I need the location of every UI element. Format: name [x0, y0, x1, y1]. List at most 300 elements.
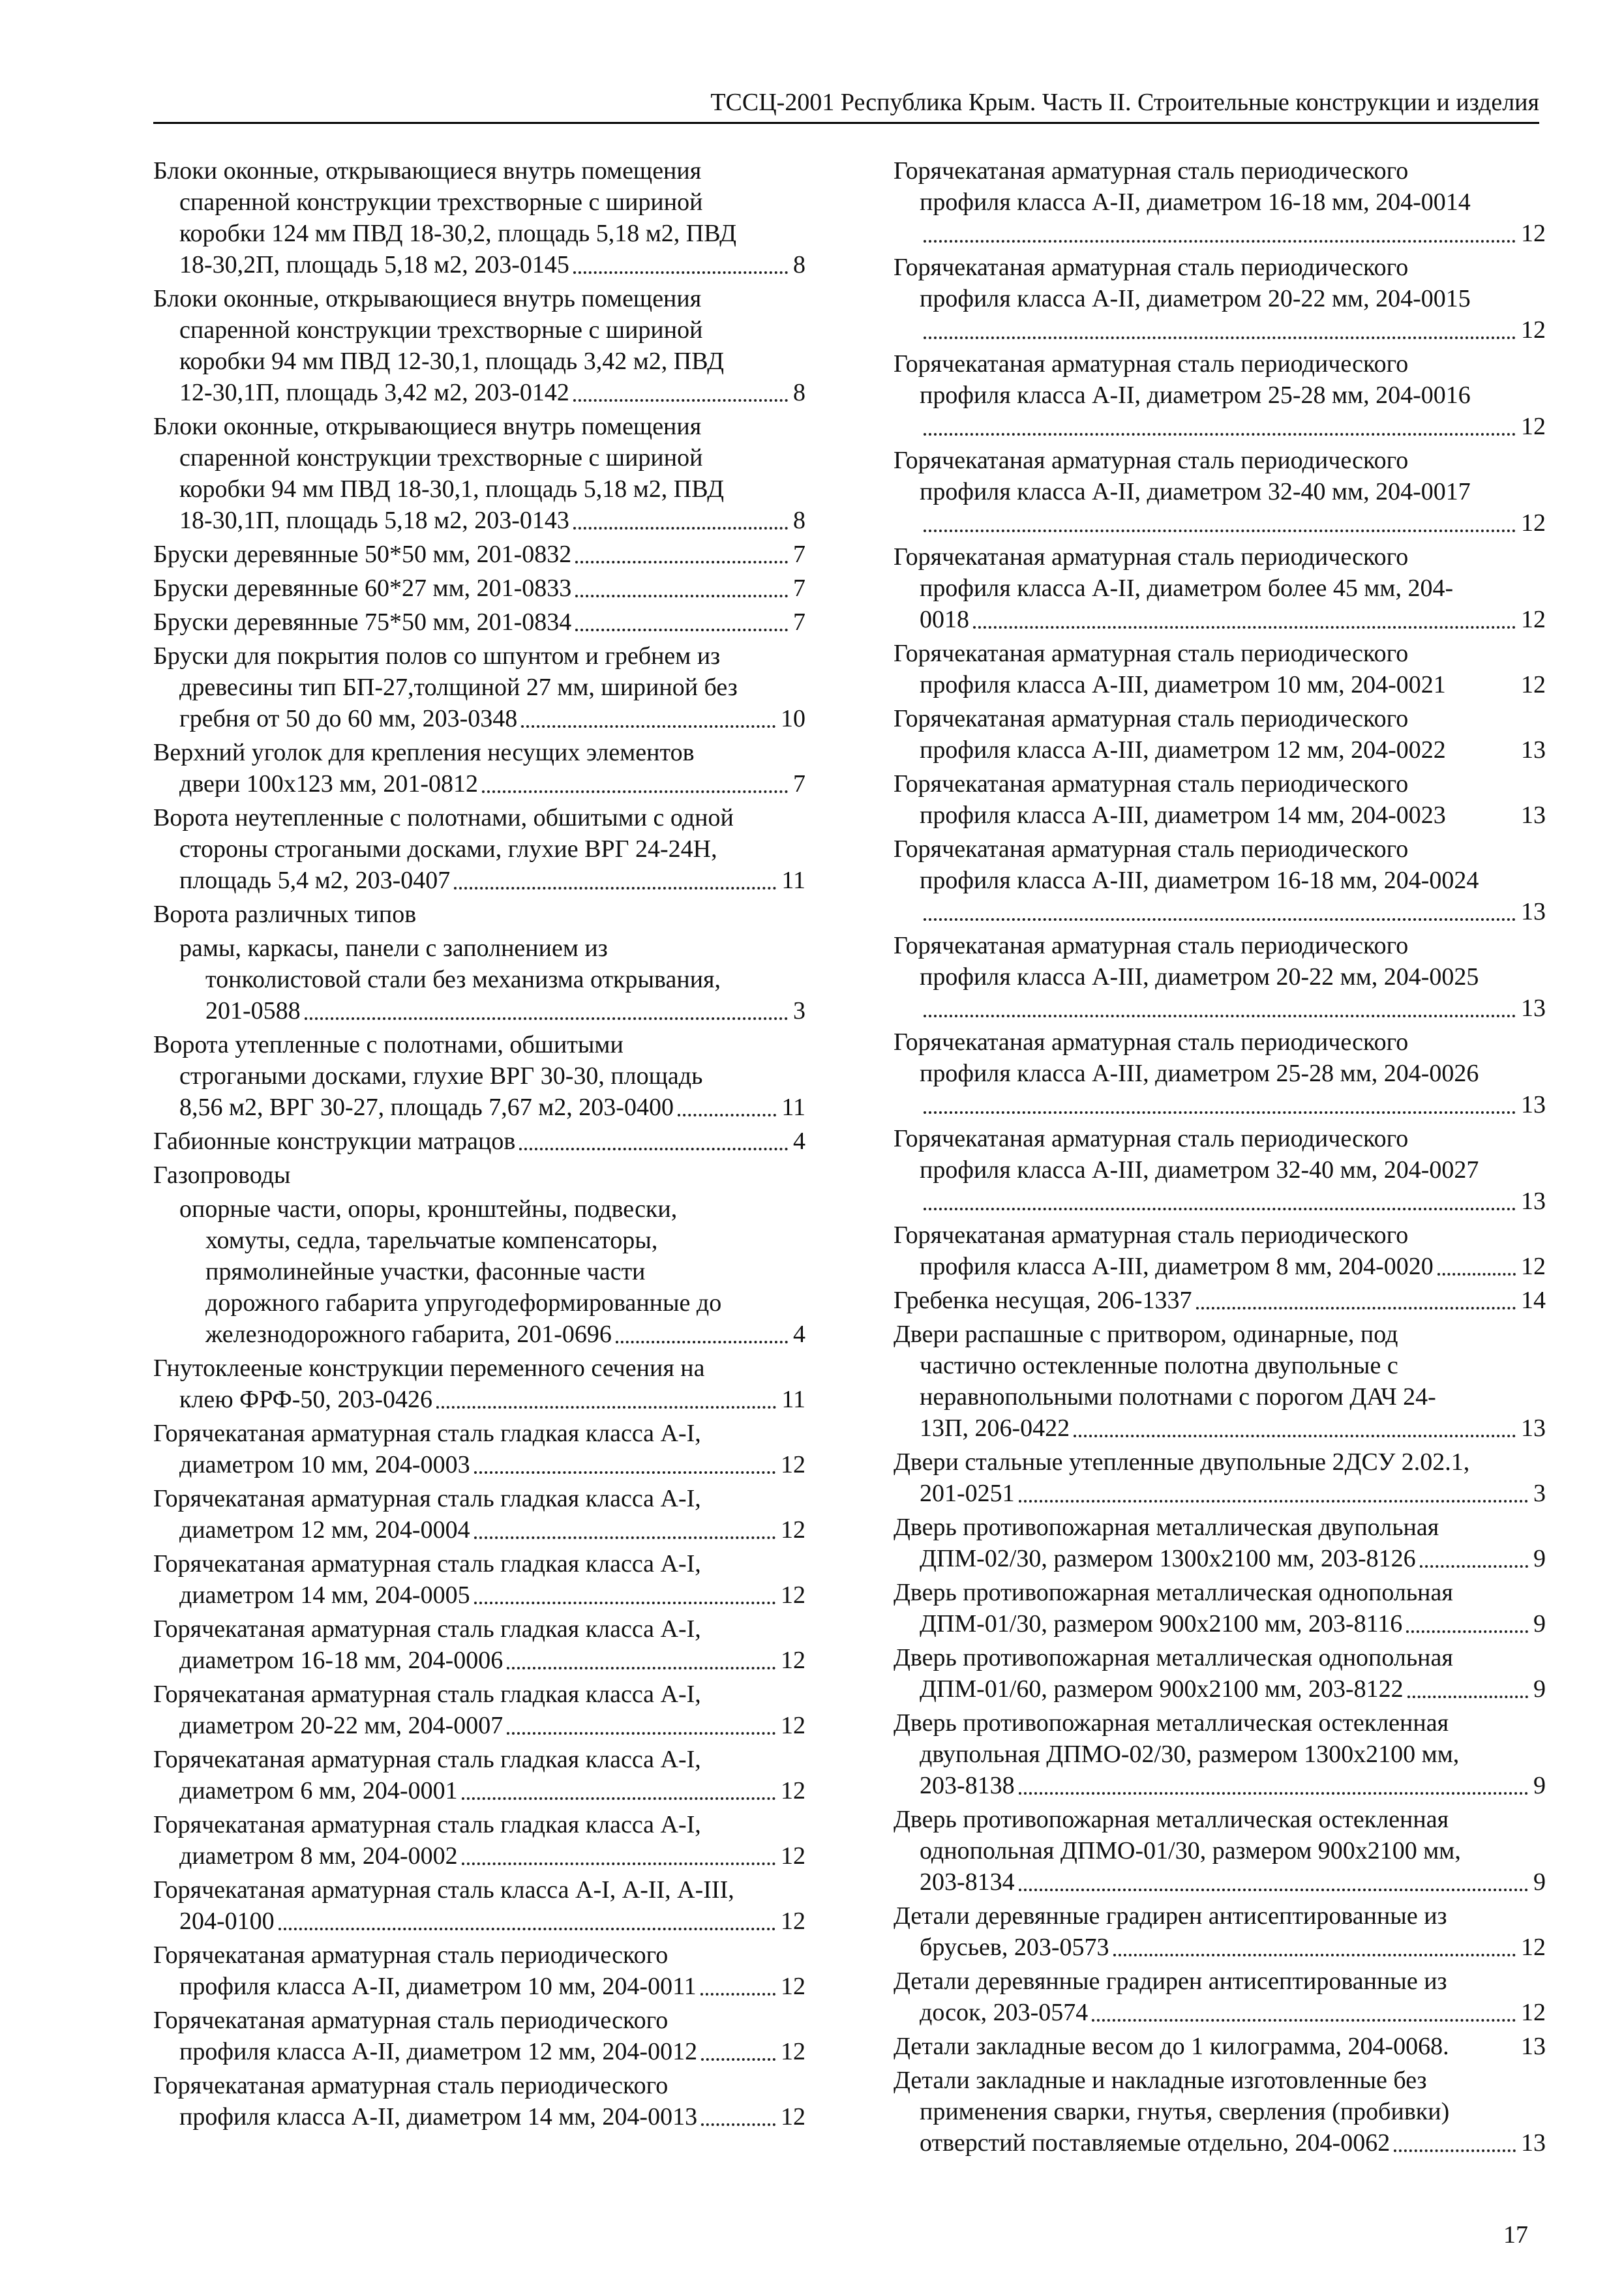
index-entry-line	[153, 2005, 805, 2036]
index-entry-text: 203-8138	[920, 1772, 1015, 1799]
index-entry-line	[153, 249, 805, 280]
index-entry-line	[153, 1060, 805, 1092]
index-page-number: 12	[781, 2038, 805, 2065]
dot-leader	[678, 1114, 776, 1116]
index-entry-text: Блоки оконные, открывающиеся внутрь помещения	[153, 157, 702, 185]
index-entry	[894, 1707, 1546, 1801]
index-entry-text: 18-30,2П, площадь 5,18 м2, 203-0145	[179, 251, 569, 278]
index-entry-text: Горячекатаная арматурная сталь гладкая класса А-I,	[153, 1746, 701, 1773]
index-entry-line	[894, 2096, 1546, 2127]
index-entry-text: Детали закладные и накладные изготовленные без	[894, 2067, 1427, 2094]
index-page-number: 9	[1533, 1545, 1546, 1572]
dot-leader	[1019, 1889, 1528, 1891]
index-entry-text: Горячекатаная арматурная сталь периодического	[894, 1125, 1409, 1152]
index-page-number: 8	[793, 251, 805, 278]
index-entry-text: дорожного габарита упругодеформированные до	[205, 1289, 722, 1317]
index-entry	[153, 1193, 805, 1350]
index-entry-line	[894, 507, 1546, 539]
index-entry-text: Горячекатаная арматурная сталь гладкая класса А-I,	[153, 1420, 701, 1447]
index-page-number: 12	[1521, 316, 1546, 344]
index-entry	[894, 252, 1546, 346]
index-entry-text: Газопроводы	[153, 1161, 291, 1189]
index-entry-text: тонколистовой стали без механизма открывания,	[205, 966, 721, 993]
index-entry	[894, 1219, 1546, 1282]
index-entry-text: Дверь противопожарная металлическая однопольная	[894, 1644, 1453, 1671]
dot-leader	[924, 1208, 1516, 1210]
index-page-number: 12	[1521, 1999, 1546, 2026]
index-entry-line	[153, 1514, 805, 1546]
index-entry-text: Ворота различных типов	[153, 901, 417, 928]
index-entry	[153, 539, 805, 570]
index-entry-text: Горячекатаная арматурная сталь гладкая класса А-I,	[153, 1811, 701, 1838]
dot-leader	[924, 918, 1516, 921]
index-entry-line	[153, 442, 805, 473]
index-page-number: 12	[1521, 671, 1546, 698]
index-entry-text: Горячекатаная арматурная сталь периодического	[894, 157, 1409, 185]
index-entry-text: Ворота неутепленные с полотнами, обшитыми с одной	[153, 804, 734, 831]
index-entry-line	[894, 283, 1546, 314]
index-page-number: 11	[781, 867, 805, 894]
dot-leader	[521, 725, 775, 728]
index-entry-text: профиля класса А-III, диаметром 8 мм, 204-0020	[920, 1253, 1434, 1280]
index-entry-line	[153, 703, 805, 734]
index-entry-text: Горячекатаная арматурная сталь периодического	[153, 2007, 669, 2034]
dot-leader	[436, 1406, 776, 1409]
index-entry-text: частично остекленные полотна двупольные с	[920, 1352, 1398, 1379]
index-entry-line	[894, 604, 1546, 635]
index-entry-line	[894, 800, 1546, 831]
index-entry-line	[153, 640, 805, 672]
index-entry-line	[153, 473, 805, 505]
index-entry-text: Горячекатаная арматурная сталь периодического	[894, 543, 1409, 571]
index-entry-line	[153, 802, 805, 833]
index-page-number: 12	[781, 1451, 805, 1478]
index-entry-text: Горячекатаная арматурная сталь периодического	[894, 254, 1409, 281]
index-entry-text: Бруски деревянные 75*50 мм, 201-0834	[153, 608, 572, 636]
index-entry-text: Блоки оконные, открывающиеся внутрь помещения	[153, 285, 702, 312]
index-entry-line	[894, 833, 1546, 865]
dot-leader	[462, 1797, 775, 1800]
index-entry-text: профиля класса А-III, диаметром 20-22 мм, 204-0025	[920, 963, 1479, 991]
index-page-number: 12	[781, 1842, 805, 1870]
index-entry	[153, 2005, 805, 2067]
index-entry-line	[894, 768, 1546, 800]
index-page-number: 12	[1521, 220, 1546, 247]
index-page-number: 12	[1521, 1253, 1546, 1280]
index-page-number: 12	[781, 1647, 805, 1674]
index-entry-text: Двери стальные утепленные двупольные 2ДСУ 2.02.1,	[894, 1448, 1470, 1476]
index-entry-text: Горячекатаная арматурная сталь гладкая класса А-I,	[153, 1485, 701, 1512]
index-entry-line	[153, 1193, 805, 1225]
index-entry-text: диаметром 6 мм, 204-0001	[179, 1777, 458, 1804]
dot-leader	[924, 530, 1516, 532]
index-entry	[894, 2031, 1546, 2062]
index-entry-text: диаметром 10 мм, 204-0003	[179, 1451, 470, 1478]
index-entry-line	[894, 1543, 1546, 1574]
index-entry-text: однопольная ДПМО-01/30, размером 900х2100 мм,	[920, 1837, 1461, 1864]
index-column-right	[894, 155, 1546, 2161]
index-entry-line	[894, 476, 1546, 507]
index-entry-text: Горячекатаная арматурная сталь класса А-I, А-II, А-III,	[153, 1876, 734, 1904]
index-entry-text: древесины тип БП-27,толщиной 27 мм, шириной без	[179, 674, 738, 701]
index-entry-text: площадь 5,4 м2, 203-0407	[179, 867, 451, 894]
index-entry-text: Детали закладные весом до 1 килограмма, 204-0068.	[894, 2033, 1449, 2060]
index-entry-line	[894, 1512, 1546, 1543]
index-entry	[894, 445, 1546, 539]
index-entry-line	[894, 348, 1546, 380]
dot-leader	[519, 1148, 788, 1150]
index-entry-line	[153, 218, 805, 249]
index-entry-line	[153, 1287, 805, 1319]
index-entry-line	[153, 283, 805, 314]
index-entry-text: опорные части, опоры, кронштейны, подвески,	[179, 1195, 678, 1223]
dot-leader	[700, 1993, 775, 1996]
dot-leader	[973, 626, 1516, 629]
index-page-number: 12	[1521, 606, 1546, 633]
index-entry-line	[894, 1058, 1546, 1089]
index-entry-line	[153, 2070, 805, 2101]
index-entry-text: профиля класса А-II, диаметром 14 мм, 204-0013	[179, 2103, 698, 2131]
dot-leader	[575, 561, 788, 563]
index-page-number: 12	[781, 1581, 805, 1609]
index-page-number: 12	[1521, 1934, 1546, 1961]
index-entry-line	[894, 314, 1546, 346]
index-entry-text: профиля класса А-II, диаметром 20-22 мм, 204-0015	[920, 285, 1471, 312]
index-entry-line	[153, 1679, 805, 1710]
index-entry	[894, 1319, 1546, 1444]
index-entry	[153, 1483, 805, 1546]
index-entry	[153, 1613, 805, 1676]
dot-leader	[278, 1928, 775, 1930]
index-entry	[153, 283, 805, 408]
index-entry-line	[894, 930, 1546, 961]
dot-leader	[1196, 1307, 1516, 1309]
index-entry-line	[894, 1478, 1546, 1509]
index-entry	[153, 1159, 805, 1191]
index-entry	[894, 833, 1546, 927]
index-entry-text: неравнопольными полотнами с порогом ДАЧ 24-	[920, 1383, 1436, 1411]
index-entry-line	[894, 961, 1546, 993]
index-entry-text: профиля класса А-III, диаметром 12 мм, 204-0022	[920, 736, 1446, 764]
index-entry-line	[153, 1971, 805, 2002]
index-page-number: 13	[1521, 801, 1546, 829]
index-entry-text: отверстий поставляемые отдельно, 204-0062	[920, 2129, 1391, 2157]
index-page-number: 13	[1521, 1414, 1546, 1442]
index-entry	[153, 1548, 805, 1611]
index-entry-line	[894, 541, 1546, 573]
dot-leader	[1437, 1273, 1516, 1276]
index-entry-text: Горячекатаная арматурная сталь периодического	[894, 640, 1409, 667]
index-page-number: 13	[1521, 2129, 1546, 2157]
index-entry-line	[153, 1449, 805, 1480]
index-entry-text: ДПМ-02/30, размером 1300х2100 мм, 203-8126	[920, 1545, 1416, 1572]
dot-leader	[924, 240, 1516, 243]
index-entry-line	[894, 218, 1546, 249]
index-page-number: 8	[793, 379, 805, 406]
dot-leader	[1406, 1630, 1528, 1633]
dot-leader	[482, 790, 788, 793]
index-entry-line	[894, 2031, 1546, 2062]
dot-leader	[924, 433, 1516, 436]
index-entry-line	[894, 2065, 1546, 2096]
index-entry-line	[153, 768, 805, 800]
index-entry-text: рамы, каркасы, панели с заполнением из	[179, 935, 608, 962]
index-page-number: 7	[793, 575, 805, 602]
index-entry-text: Горячекатаная арматурная сталь гладкая класса А-I,	[153, 1681, 701, 1708]
index-page-number: 14	[1521, 1287, 1546, 1314]
index-entry-text: профиля класса А-II, диаметром более 45 мм, 204-	[920, 575, 1454, 602]
index-entry	[894, 1123, 1546, 1217]
index-entry-text: Горячекатаная арматурная сталь периодического	[894, 1028, 1409, 1056]
index-entry-text: профиля класса А-III, диаметром 10 мм, 204-0021	[920, 671, 1446, 698]
dot-leader	[701, 2123, 775, 2126]
index-entry-line	[153, 606, 805, 638]
index-entry-line	[153, 964, 805, 995]
index-entry-text: Двери распашные с притвором, одинарные, под	[894, 1321, 1398, 1348]
index-entry	[894, 155, 1546, 249]
index-entry	[894, 638, 1546, 700]
index-page-number: 7	[793, 608, 805, 636]
index-page-number: 4	[793, 1321, 805, 1348]
running-header	[153, 85, 1539, 124]
index-entry-text: Горячекатаная арматурная сталь периодического	[153, 1941, 669, 1969]
index-entry-text: диаметром 12 мм, 204-0004	[179, 1516, 470, 1544]
index-entry	[894, 930, 1546, 1024]
index-entry-line	[894, 993, 1546, 1024]
index-entry-text: ДПМ-01/30, размером 900х2100 мм, 203-8116	[920, 1610, 1403, 1638]
index-entry-line	[153, 1225, 805, 1256]
index-page-number: 11	[781, 1094, 805, 1121]
index-entry-line	[153, 1579, 805, 1611]
index-entry-text: Детали деревянные градирен антисептированные из	[894, 1902, 1447, 1930]
index-entry-text: 8,56 м2, ВРГ 30-27, площадь 7,67 м2, 203-0400	[179, 1094, 674, 1121]
index-page-number: 3	[793, 997, 805, 1025]
dot-leader	[701, 2058, 775, 2061]
index-entry-line	[894, 1251, 1546, 1282]
dot-leader	[1420, 1565, 1528, 1568]
index-entry	[894, 1804, 1546, 1898]
index-entry-line	[894, 1154, 1546, 1186]
index-entry-line	[894, 1932, 1546, 1963]
dot-leader	[1113, 1954, 1516, 1956]
index-entry	[153, 155, 805, 280]
index-entry-line	[894, 1285, 1546, 1316]
index-entry-line	[894, 1642, 1546, 1673]
index-entry-line	[153, 1029, 805, 1060]
index-entry-line	[153, 539, 805, 570]
index-entry-line	[894, 638, 1546, 669]
dot-leader	[616, 1341, 788, 1343]
dot-leader	[573, 527, 788, 530]
index-entry	[153, 1126, 805, 1157]
index-entry-text: 13П, 206-0422	[920, 1414, 1070, 1442]
index-entry-text: Дверь противопожарная металлическая двупольная	[894, 1514, 1439, 1541]
index-entry-text: коробки 94 мм ПВД 12-30,1, площадь 3,42 м2, ПВД	[179, 348, 725, 375]
index-entry-text: Габионные конструкции матрацов	[153, 1128, 516, 1155]
index-entry	[153, 1353, 805, 1415]
index-entry-line	[153, 505, 805, 536]
index-entry-text: хомуты, седла, тарельчатые компенсаторы,	[205, 1227, 658, 1254]
index-entry	[894, 703, 1546, 766]
index-entry-line	[894, 1900, 1546, 1932]
index-entry-line	[894, 1446, 1546, 1478]
index-entry-text: профиля класса А-II, диаметром 25-28 мм, 204-0016	[920, 382, 1471, 409]
index-entry-line	[894, 1866, 1546, 1898]
index-entry-line	[894, 2127, 1546, 2159]
index-entry-line	[153, 1483, 805, 1514]
index-entry-line	[153, 1384, 805, 1415]
index-entry-line	[894, 865, 1546, 896]
index-entry-line	[894, 1608, 1546, 1639]
index-entry-text: диаметром 20-22 мм, 204-0007	[179, 1712, 504, 1739]
index-entry-line	[894, 1413, 1546, 1444]
index-entry	[153, 606, 805, 638]
index-page-number: 12	[781, 1973, 805, 2000]
dot-leader	[1394, 2149, 1516, 2152]
index-entry	[894, 348, 1546, 442]
index-entry-text: строгаными досками, глухие ВРГ 30-30, площадь	[179, 1062, 703, 1090]
dot-leader	[924, 1111, 1516, 1114]
index-page-number: 13	[1521, 2033, 1546, 2060]
index-entry-line	[894, 1804, 1546, 1835]
index-page-number: 13	[1521, 736, 1546, 764]
index-entry-line	[894, 1186, 1546, 1217]
index-entry-line	[894, 411, 1546, 442]
index-page-number: 3	[1533, 1480, 1546, 1507]
index-entry-line	[153, 1744, 805, 1775]
index-entry-line	[153, 1418, 805, 1449]
index-entry-line	[153, 2101, 805, 2132]
index-page-number: 11	[781, 1386, 805, 1413]
index-entry-text: диаметром 16-18 мм, 204-0006	[179, 1647, 504, 1674]
index-entry-line	[153, 1840, 805, 1872]
index-entry-line	[153, 314, 805, 346]
index-entry-text: железнодорожного габарита, 201-0696	[205, 1321, 612, 1348]
index-entry-line	[153, 1159, 805, 1191]
dot-leader	[507, 1732, 775, 1735]
dot-leader	[474, 1471, 775, 1474]
index-entry-text: диаметром 8 мм, 204-0002	[179, 1842, 458, 1870]
dot-leader	[1074, 1435, 1516, 1437]
dot-leader	[573, 399, 788, 402]
index-entry-text: Горячекатаная арматурная сталь периодического	[894, 447, 1409, 474]
index-entry-text: Бруски деревянные 50*50 мм, 201-0832	[153, 541, 572, 568]
index-entry-line	[153, 1710, 805, 1741]
index-entry-line	[153, 1906, 805, 1937]
index-entry-line	[153, 865, 805, 896]
index-entry-line	[153, 1809, 805, 1840]
dot-leader	[924, 1015, 1516, 1017]
index-entry-text: профиля класса А-II, диаметром 10 мм, 204-0011	[179, 1973, 697, 2000]
index-page-number: 12	[781, 2103, 805, 2131]
index-entry-line	[894, 1319, 1546, 1350]
dot-leader	[1092, 2019, 1516, 2022]
index-entry-line	[894, 1089, 1546, 1120]
index-entry-line	[153, 899, 805, 930]
index-entry-line	[894, 380, 1546, 411]
index-page-number: 8	[793, 507, 805, 534]
index-entry-line	[153, 1939, 805, 1971]
index-entry-text: Горячекатаная арматурная сталь периодического	[894, 835, 1409, 863]
index-entry-line	[894, 1835, 1546, 1866]
index-entry	[153, 1679, 805, 1741]
index-entry-text: Горячекатаная арматурная сталь периодического	[153, 2072, 669, 2099]
index-entry-text: 18-30,1П, площадь 5,18 м2, 203-0143	[179, 507, 569, 534]
index-entry-text: Блоки оконные, открывающиеся внутрь помещения	[153, 413, 702, 440]
header-title: ТССЦ-2001 Республика Крым. Часть II. Строительные конструкции и изделия	[710, 89, 1539, 116]
index-entry-text: 0018	[920, 606, 969, 633]
index-entry-text: профиля класса А-II, диаметром 12 мм, 204-0012	[179, 2038, 698, 2065]
index-entry-line	[153, 346, 805, 377]
index-entry-line	[894, 1997, 1546, 2028]
index-entry-line	[153, 411, 805, 442]
dot-leader	[924, 337, 1516, 339]
index-page-number: 12	[1521, 413, 1546, 440]
index-entry	[153, 737, 805, 800]
index-entry-text: Горячекатаная арматурная сталь периодического	[894, 705, 1409, 732]
index-entry-text: Горячекатаная арматурная сталь периодического	[894, 350, 1409, 378]
index-entry-line	[894, 1707, 1546, 1739]
index-entry	[894, 2065, 1546, 2159]
index-entry-line	[153, 1353, 805, 1384]
dot-leader	[474, 1536, 775, 1539]
index-entry	[894, 1577, 1546, 1639]
index-entry	[894, 1446, 1546, 1509]
index-entry	[894, 1642, 1546, 1705]
index-entry-text: коробки 124 мм ПВД 18-30,2, площадь 5,18 м2, ПВД	[179, 220, 737, 247]
index-entry	[894, 1900, 1546, 1963]
index-entry-line	[894, 1770, 1546, 1801]
index-entry-text: Бруски для покрытия полов со шпунтом и гребнем из	[153, 642, 721, 670]
index-entry	[153, 411, 805, 536]
index-entry-line	[894, 1966, 1546, 1997]
index-entry-text: профиля класса А-III, диаметром 25-28 мм, 204-0026	[920, 1060, 1479, 1087]
dot-leader	[454, 887, 776, 890]
index-entry	[153, 573, 805, 604]
index-page-number: 9	[1533, 1610, 1546, 1638]
dot-leader	[575, 595, 788, 597]
index-entry-text: профиля класса А-III, диаметром 32-40 мм, 204-0027	[920, 1156, 1479, 1184]
dot-leader	[575, 629, 788, 631]
index-entry-text: двупольная ДПМО-02/30, размером 1300х2100 мм,	[920, 1741, 1460, 1768]
index-entry-text: 201-0588	[205, 997, 301, 1025]
index-page-number: 7	[793, 770, 805, 798]
index-entry-text: 201-0251	[920, 1480, 1015, 1507]
index-entry-text: Гребенка несущая, 206-1337	[894, 1287, 1192, 1314]
index-entry-text: Горячекатаная арматурная сталь гладкая класса А-I,	[153, 1615, 701, 1643]
index-page-number: 4	[793, 1128, 805, 1155]
dot-leader	[507, 1667, 775, 1669]
dot-leader	[474, 1602, 775, 1604]
index-page-number: 12	[781, 1712, 805, 1739]
index-entry-line	[153, 187, 805, 218]
index-entry-text: Верхний уголок для крепления несущих элементов	[153, 739, 695, 766]
index-entry	[894, 1512, 1546, 1574]
index-entry-line	[153, 573, 805, 604]
index-entry-text: 203-8134	[920, 1868, 1015, 1896]
dot-leader	[1407, 1696, 1528, 1698]
index-entry-line	[153, 1126, 805, 1157]
index-entry-text: Гнутоклееные конструкции переменного сечения на	[153, 1354, 705, 1382]
index-page-number: 9	[1533, 1675, 1546, 1703]
index-entry-text: Горячекатаная арматурная сталь периодического	[894, 1221, 1409, 1249]
index-entry	[153, 2070, 805, 2132]
index-entry-line	[153, 995, 805, 1026]
index-entry	[153, 1029, 805, 1123]
index-entry-line	[153, 1613, 805, 1645]
index-entry-line	[894, 1577, 1546, 1608]
index-entry-line	[894, 1123, 1546, 1154]
